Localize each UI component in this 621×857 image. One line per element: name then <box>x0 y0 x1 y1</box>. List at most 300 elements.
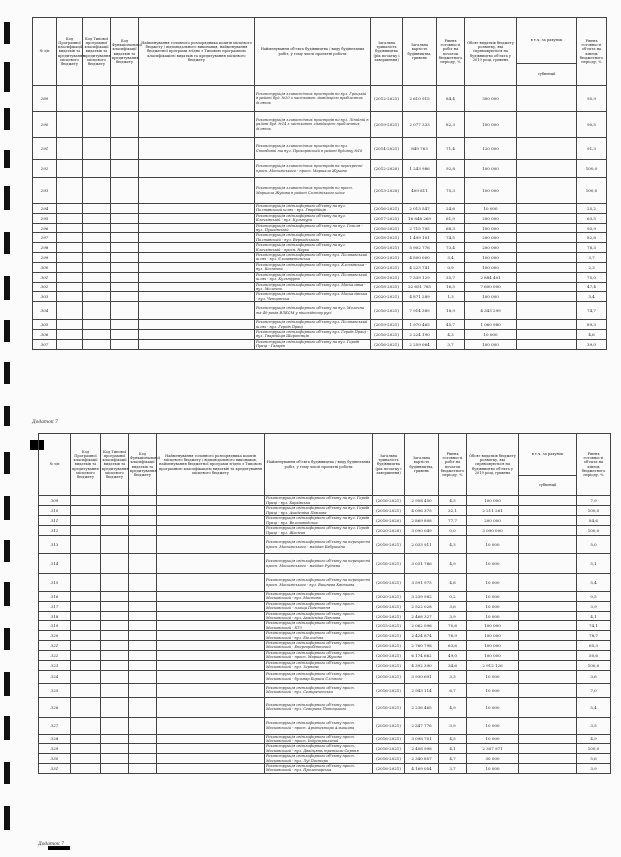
kpkvk-cell <box>57 204 83 214</box>
period-cell: (2016-2021) <box>373 660 405 670</box>
end-readiness-cell: 5,1 <box>577 554 611 574</box>
kpkvk-cell <box>57 213 83 223</box>
scan-edge-mark <box>4 362 10 384</box>
period-cell: (2016-2021) <box>373 734 405 744</box>
table-row <box>39 670 611 683</box>
header-period: Загальна тривалість будівництва (рік початку і завершення) <box>371 18 403 86</box>
tpkvk-cell <box>101 631 129 641</box>
table-row <box>39 631 611 641</box>
volume-cell: 100 000 <box>467 650 519 660</box>
period-cell: (2019-2021) <box>371 112 403 138</box>
program-cell <box>157 660 265 670</box>
tpkvk-cell <box>83 178 111 204</box>
subvention-cell <box>517 292 577 302</box>
cost-cell: 2 522 028 <box>405 601 439 611</box>
row-number: 312 <box>39 526 71 536</box>
tpkvk-cell <box>101 601 129 611</box>
table-row <box>33 339 607 349</box>
program-cell <box>157 641 265 651</box>
table-row <box>39 641 611 651</box>
fkvk-cell <box>111 223 139 233</box>
cost-cell: 7 914 389 <box>403 302 437 320</box>
table-row <box>39 611 611 621</box>
header-object: Найменування об'єкта будівництва / виду будівельних робіт, у тому числі проектні роботи <box>255 18 371 86</box>
subvention-cell <box>517 272 577 282</box>
cost-cell: 2 869 808 <box>405 516 439 526</box>
object-name: Реконструкція світлофорного об'єкту на вул. Молочна та 40-років ВЛКСМ у пішохідному русі <box>255 302 371 320</box>
end-readiness-cell: 5,4 <box>577 574 611 592</box>
kpkvk-cell <box>71 650 101 660</box>
row-number: 295 <box>33 213 57 223</box>
subvention-cell <box>519 670 577 683</box>
fkvk-cell <box>129 592 157 602</box>
volume-cell: 10 000 <box>467 670 519 683</box>
fkvk-cell <box>129 601 157 611</box>
volume-cell: 100 000 <box>467 631 519 641</box>
tpkvk-cell <box>101 516 129 526</box>
subvention-cell <box>519 621 577 631</box>
object-name: Реконструкція світлофорного об'єкту на вул. Гоголя - вул. Пушкінській <box>255 223 371 233</box>
fkvk-cell <box>129 574 157 592</box>
scan-edge-mark <box>4 806 10 830</box>
readiness-cell: 34,6 <box>439 660 467 670</box>
volume-cell: 2 211 261 <box>467 506 519 516</box>
kpkvk-cell <box>71 592 101 602</box>
period-cell: (2018-2021) <box>371 272 403 282</box>
header-cost: Загальна вартість будівництва, гривень <box>405 434 439 496</box>
period-cell: (2016-2021) <box>371 302 403 320</box>
table-row <box>33 253 607 263</box>
table-row <box>39 601 611 611</box>
period-cell: (2016-2021) <box>371 223 403 233</box>
readiness-cell: 24,6 <box>437 204 465 214</box>
header-volume: Обсяг видатків бюджету розвитку, які спрямовуються на будівництво об'єкта у 2019 році, гривень <box>467 434 519 496</box>
period-cell: (2016-2021) <box>373 717 405 734</box>
program-cell <box>157 536 265 554</box>
header-num: № з/п <box>33 18 57 86</box>
object-name: Реконструкція світлофорного об'єкту просп. Московський - вул. Біологічна <box>265 631 373 641</box>
cost-cell: 1 243 986 <box>403 160 437 178</box>
tpkvk-cell <box>101 660 129 670</box>
tpkvk-cell <box>83 292 111 302</box>
volume-cell: 10 000 <box>467 763 519 773</box>
tpkvk-cell <box>83 253 111 263</box>
scan-edge-mark <box>4 406 10 426</box>
readiness-cell: 0,2 <box>439 592 467 602</box>
row-number: 331 <box>39 763 71 773</box>
readiness-cell: 68,3 <box>437 223 465 233</box>
row-number: 311 <box>39 516 71 526</box>
kpkvk-cell <box>57 253 83 263</box>
subvention-cell <box>517 178 577 204</box>
volume-cell: 10 000 <box>467 683 519 697</box>
table-row <box>39 754 611 764</box>
program-cell <box>157 650 265 660</box>
table-row <box>33 329 607 339</box>
period-cell: (2016-2020) <box>373 516 405 526</box>
cost-cell: 2 077 333 <box>403 112 437 138</box>
volume-cell: 10 000 <box>467 611 519 621</box>
row-number: 289 <box>33 86 57 112</box>
program-cell <box>157 683 265 697</box>
row-number: 298 <box>33 243 57 253</box>
end-readiness-cell: 63,5 <box>577 213 607 223</box>
subvention-cell <box>519 496 577 506</box>
readiness-cell: 16,5 <box>437 282 465 292</box>
subvention-cell <box>517 329 577 339</box>
tpkvk-cell <box>83 243 111 253</box>
row-number: 309 <box>39 496 71 506</box>
table-row <box>39 506 611 516</box>
object-name: Реконструкція світлофорного об'єкту вул. Москалівка - вул. Молочна <box>255 282 371 292</box>
cost-cell: 2 958 450 <box>405 496 439 506</box>
subvention-cell <box>517 302 577 320</box>
volume-cell: 10 000 <box>467 697 519 717</box>
volume-cell: 7 600 000 <box>465 282 517 292</box>
period-cell: (2019-2021) <box>371 320 403 330</box>
period-cell: (2016-2021) <box>373 697 405 717</box>
end-readiness-cell: 4,6 <box>577 329 607 339</box>
tpkvk-cell <box>83 86 111 112</box>
tpkvk-cell <box>83 213 111 223</box>
period-cell: (2016-2021) <box>373 631 405 641</box>
period-cell: (2012-2021) <box>371 86 403 112</box>
table-row <box>39 734 611 744</box>
kpkvk-cell <box>71 516 101 526</box>
subvention-cell <box>519 660 577 670</box>
end-readiness-cell: 100,0 <box>577 526 611 536</box>
period-cell: (2016-2021) <box>373 496 405 506</box>
fkvk-cell <box>111 138 139 160</box>
object-name: Реконструкція світлофорного об'єкту вул. Полтавський шлях - вул. Єлизаветинська <box>255 253 371 263</box>
volume-cell: 200 000 <box>465 233 517 243</box>
program-cell <box>157 631 265 641</box>
page-footer: Додаток 7 <box>32 420 58 425</box>
header-object: Найменування об'єкта будівництва / виду будівельних робіт, у тому числі проектні роботи <box>265 434 373 496</box>
readiness-cell: 0,9 <box>437 262 465 272</box>
end-readiness-cell: 74,1 <box>577 621 611 631</box>
end-readiness-cell: 84,6 <box>577 516 611 526</box>
tpkvk-cell <box>101 683 129 697</box>
fkvk-cell <box>129 744 157 754</box>
tpkvk-cell <box>101 744 129 754</box>
kpkvk-cell <box>57 223 83 233</box>
header-subvention: субвенції <box>517 64 577 86</box>
kpkvk-cell <box>57 329 83 339</box>
program-cell <box>139 86 255 112</box>
cost-cell: 2 424 874 <box>405 631 439 641</box>
page-footer: Додаток 7 <box>38 842 64 847</box>
readiness-cell: 45,7 <box>437 320 465 330</box>
row-number: 328 <box>39 734 71 744</box>
cost-cell: 3 591 975 <box>405 574 439 592</box>
tpkvk-cell <box>101 526 129 536</box>
period-cell: (2016-2021) <box>373 601 405 611</box>
subvention-cell <box>519 611 577 621</box>
tpkvk-cell <box>83 282 111 292</box>
end-readiness-cell: 65,3 <box>577 641 611 651</box>
fkvk-cell <box>129 536 157 554</box>
tpkvk-cell <box>83 233 111 243</box>
end-readiness-cell: 47,4 <box>577 282 607 292</box>
volume-cell: 100 000 <box>465 160 517 178</box>
kpkvk-cell <box>71 621 101 631</box>
cost-cell: 2 224 190 <box>403 329 437 339</box>
tpkvk-cell <box>83 160 111 178</box>
period-cell: (2016-2021) <box>373 536 405 554</box>
volume-cell: 100 000 <box>465 339 517 349</box>
header-volume: Обсяг видатків бюджету розвитку, які спрямовуються на будівництво об'єкта у 2019 році, гривень <box>465 18 517 86</box>
program-cell <box>157 717 265 734</box>
row-number: 294 <box>33 204 57 214</box>
tpkvk-cell <box>83 339 111 349</box>
tpkvk-cell <box>83 262 111 272</box>
end-readiness-cell: 2,3 <box>577 262 607 272</box>
kpkvk-cell <box>71 536 101 554</box>
object-name: Реконструкція світлофорного об'єкту просп. Московський - Енергоробітничий <box>265 641 373 651</box>
cost-cell: 4 096 375 <box>405 506 439 516</box>
fkvk-cell <box>129 526 157 536</box>
period-cell: (2016-2021) <box>371 204 403 214</box>
tpkvk-cell <box>101 717 129 734</box>
period-cell: (2020-2021) <box>371 253 403 263</box>
tpkvk-cell <box>101 496 129 506</box>
tpkvk-cell <box>101 697 129 717</box>
row-number: 329 <box>39 744 71 754</box>
kpkvk-cell <box>57 243 83 253</box>
object-name: Реконструкція світлофорного об'єкту на перехресті просп. Московського - майдан Руднєва <box>265 554 373 574</box>
table-row <box>39 717 611 734</box>
object-name: Реконструкція світлофорного об'єкту просп. Московський - вул. Мостова <box>265 592 373 602</box>
table-row <box>39 592 611 602</box>
readiness-cell: 4,9 <box>439 554 467 574</box>
end-readiness-cell: 50,6 <box>577 650 611 660</box>
subvention-cell <box>519 601 577 611</box>
cost-cell: 2 236 465 <box>405 697 439 717</box>
table-row <box>33 213 607 223</box>
row-number: 315 <box>39 574 71 592</box>
volume-cell: 100 000 <box>465 253 517 263</box>
header-readiness: Рівень готовності робіт на початок бюджетного періоду, % <box>439 434 467 496</box>
period-cell: (2020-2020) <box>373 526 405 536</box>
header-incl: в т.ч. за рахунок <box>519 434 577 476</box>
kpkvk-cell <box>71 554 101 574</box>
table-row <box>39 554 611 574</box>
volume-cell: 2 307 971 <box>467 744 519 754</box>
fkvk-cell <box>111 178 139 204</box>
cost-cell: 6 174 662 <box>405 650 439 660</box>
program-cell <box>139 160 255 178</box>
cost-cell: 22 651 785 <box>403 282 437 292</box>
tpkvk-cell <box>101 763 129 773</box>
table-row <box>33 86 607 112</box>
row-number: 297 <box>33 233 57 243</box>
program-cell <box>157 574 265 592</box>
cost-cell: 2 062 096 <box>405 621 439 631</box>
readiness-cell: 3,6 <box>439 601 467 611</box>
readiness-cell: 4,5 <box>439 734 467 744</box>
volume-cell: 100 000 <box>467 641 519 651</box>
tpkvk-cell <box>101 506 129 516</box>
volume-cell: 200 000 <box>465 243 517 253</box>
cost-cell: 2 340 857 <box>405 754 439 764</box>
kpkvk-cell <box>57 233 83 243</box>
tpkvk-cell <box>83 223 111 233</box>
row-number: 318 <box>39 611 71 621</box>
row-number: 320 <box>39 631 71 641</box>
fkvk-cell <box>111 112 139 138</box>
fkvk-cell <box>111 253 139 263</box>
end-readiness-cell: 5,4 <box>577 697 611 717</box>
end-readiness-cell: 95,9 <box>577 86 607 112</box>
row-number: 306 <box>33 329 57 339</box>
subvention-cell <box>517 112 577 138</box>
subvention-cell <box>519 592 577 602</box>
readiness-cell: 71,4 <box>437 138 465 160</box>
readiness-cell: 63,6 <box>439 641 467 651</box>
kpkvk-cell <box>71 683 101 697</box>
tpkvk-cell <box>101 536 129 554</box>
object-name: Реконструкція світлофорного об'єкту вул. Героїв Праці - вул. Гвардійців Широнінців <box>255 329 371 339</box>
subvention-cell <box>519 516 577 526</box>
object-name: Реконструкція зливостічних пристроїв по вул. Лінійній в районі буд. №14 з частковою ліквідацією проблемних ділянок <box>255 112 371 138</box>
object-name: Реконструкція світлофорного об'єкту вул. Москалівська - вул. Ченцовська <box>255 292 371 302</box>
readiness-cell: 92,8 <box>437 160 465 178</box>
readiness-cell: 3,7 <box>439 763 467 773</box>
readiness-cell: 4,3 <box>439 536 467 554</box>
row-number: 327 <box>39 717 71 734</box>
volume-cell: 10 000 <box>467 734 519 744</box>
program-cell <box>157 763 265 773</box>
end-readiness-cell: 3,7 <box>577 253 607 263</box>
readiness-cell: 4,8 <box>439 574 467 592</box>
object-name: Реконструкція світлофорного об'єкту просп. Московський - вул. Академіка Павлова <box>265 611 373 621</box>
readiness-cell: 4,1 <box>439 744 467 754</box>
object-name: Реконструкція світлофорного об'єкту просп. Московський - бульвар Бориса Слічного <box>265 670 373 683</box>
period-cell: (2016-2021) <box>373 506 405 516</box>
fkvk-cell <box>129 717 157 734</box>
subvention-cell <box>517 243 577 253</box>
readiness-cell: 74,5 <box>437 233 465 243</box>
period-cell: (2012-2020) <box>371 160 403 178</box>
subvention-cell <box>519 554 577 574</box>
row-number: 319 <box>39 621 71 631</box>
end-readiness-cell: 78,7 <box>577 631 611 641</box>
subvention-cell <box>517 160 577 178</box>
subvention-cell <box>519 744 577 754</box>
volume-cell: 10 000 <box>467 536 519 554</box>
fkvk-cell <box>129 650 157 660</box>
end-readiness-cell: 82,8 <box>577 233 607 243</box>
kpkvk-cell <box>71 744 101 754</box>
kpkvk-cell <box>57 320 83 330</box>
scan-edge-mark <box>4 582 10 606</box>
row-number: 301 <box>33 272 57 282</box>
table-row <box>33 302 607 320</box>
object-name: Реконструкція світлофорного об'єкту вул. Полтавський шлях - вул. Культурна <box>255 272 371 282</box>
end-readiness-cell: 91,3 <box>577 138 607 160</box>
end-readiness-cell: 25,2 <box>577 204 607 214</box>
period-cell: (2020-2021) <box>371 262 403 272</box>
fkvk-cell <box>111 160 139 178</box>
object-name: Реконструкція світлофорного об'єкту вул. Полтавський шлях - вул. Героїв Праці <box>255 320 371 330</box>
table-row <box>33 320 607 330</box>
fkvk-cell <box>129 734 157 744</box>
cost-cell: 3 930 691 <box>405 670 439 683</box>
period-cell: (2016-2021) <box>373 641 405 651</box>
cost-cell: 2 259 064 <box>403 339 437 349</box>
end-readiness-cell: 90,5 <box>577 112 607 138</box>
object-name: Реконструкція світлофорного об'єкту вул. Клочківська - вул. Космічна <box>255 262 371 272</box>
readiness-cell: 3,9 <box>439 611 467 621</box>
header-period: Загальна тривалість будівництва (рік початку і завершення) <box>373 434 405 496</box>
program-cell <box>157 611 265 621</box>
object-name: Реконструкція світлофорного об'єкту просп. Московський - вул. Зернова <box>265 660 373 670</box>
volume-cell: 100 000 <box>465 223 517 233</box>
object-name: Реконструкція світлофорного об'єкту на вул. Клочківській - вул. Культури <box>255 213 371 223</box>
table-row <box>39 697 611 717</box>
subvention-cell <box>519 734 577 744</box>
program-cell <box>139 204 255 214</box>
header-subvention: субвенції <box>519 476 577 496</box>
scan-edge-mark <box>4 62 10 92</box>
cost-cell: 2 408 998 <box>405 744 439 754</box>
program-cell <box>139 282 255 292</box>
fkvk-cell <box>111 213 139 223</box>
end-readiness-cell: 3,9 <box>577 601 611 611</box>
cost-cell: 2 013 547 <box>403 204 437 214</box>
program-cell <box>157 670 265 683</box>
scan-edge-mark <box>4 762 10 784</box>
capital-works-table-page1 <box>32 17 607 350</box>
end-readiness-cell: 100,0 <box>577 160 607 178</box>
kpkvk-cell <box>71 611 101 621</box>
row-number: 290 <box>33 112 57 138</box>
volume-cell: 100 000 <box>465 262 517 272</box>
kpkvk-cell <box>71 697 101 717</box>
object-name: Реконструкція світлофорного об'єкту на вул. Героїв Праці - вул. Велозаводська <box>265 516 373 526</box>
kpkvk-cell <box>57 86 83 112</box>
header-cost: Загальна вартість будівництва, гривень <box>403 18 437 86</box>
end-readiness-cell: 5,6 <box>577 754 611 764</box>
end-readiness-cell: 7,0 <box>577 683 611 697</box>
kpkvk-cell <box>71 660 101 670</box>
kpkvk-cell <box>57 282 83 292</box>
subvention-cell <box>519 526 577 536</box>
readiness-cell: 76,9 <box>439 631 467 641</box>
cost-cell: 2 715 795 <box>403 223 437 233</box>
kpkvk-cell <box>71 526 101 536</box>
end-readiness-cell: 4,1 <box>577 611 611 621</box>
kpkvk-cell <box>71 670 101 683</box>
volume-cell: 10 000 <box>465 329 517 339</box>
kpkvk-cell <box>57 272 83 282</box>
subvention-cell <box>517 320 577 330</box>
readiness-cell: 49,0 <box>439 650 467 660</box>
subvention-cell <box>517 86 577 112</box>
row-number: 300 <box>33 262 57 272</box>
table-row <box>39 496 611 506</box>
fkvk-cell <box>129 621 157 631</box>
kpkvk-cell <box>57 292 83 302</box>
readiness-cell: 3,4 <box>437 253 465 263</box>
row-number: 304 <box>33 302 57 320</box>
program-cell <box>157 734 265 744</box>
scan-edge-mark <box>4 716 10 740</box>
volume-cell: 2 912 126 <box>467 660 519 670</box>
period-cell: (2020-2021) <box>371 292 403 302</box>
row-number: 324 <box>39 670 71 683</box>
